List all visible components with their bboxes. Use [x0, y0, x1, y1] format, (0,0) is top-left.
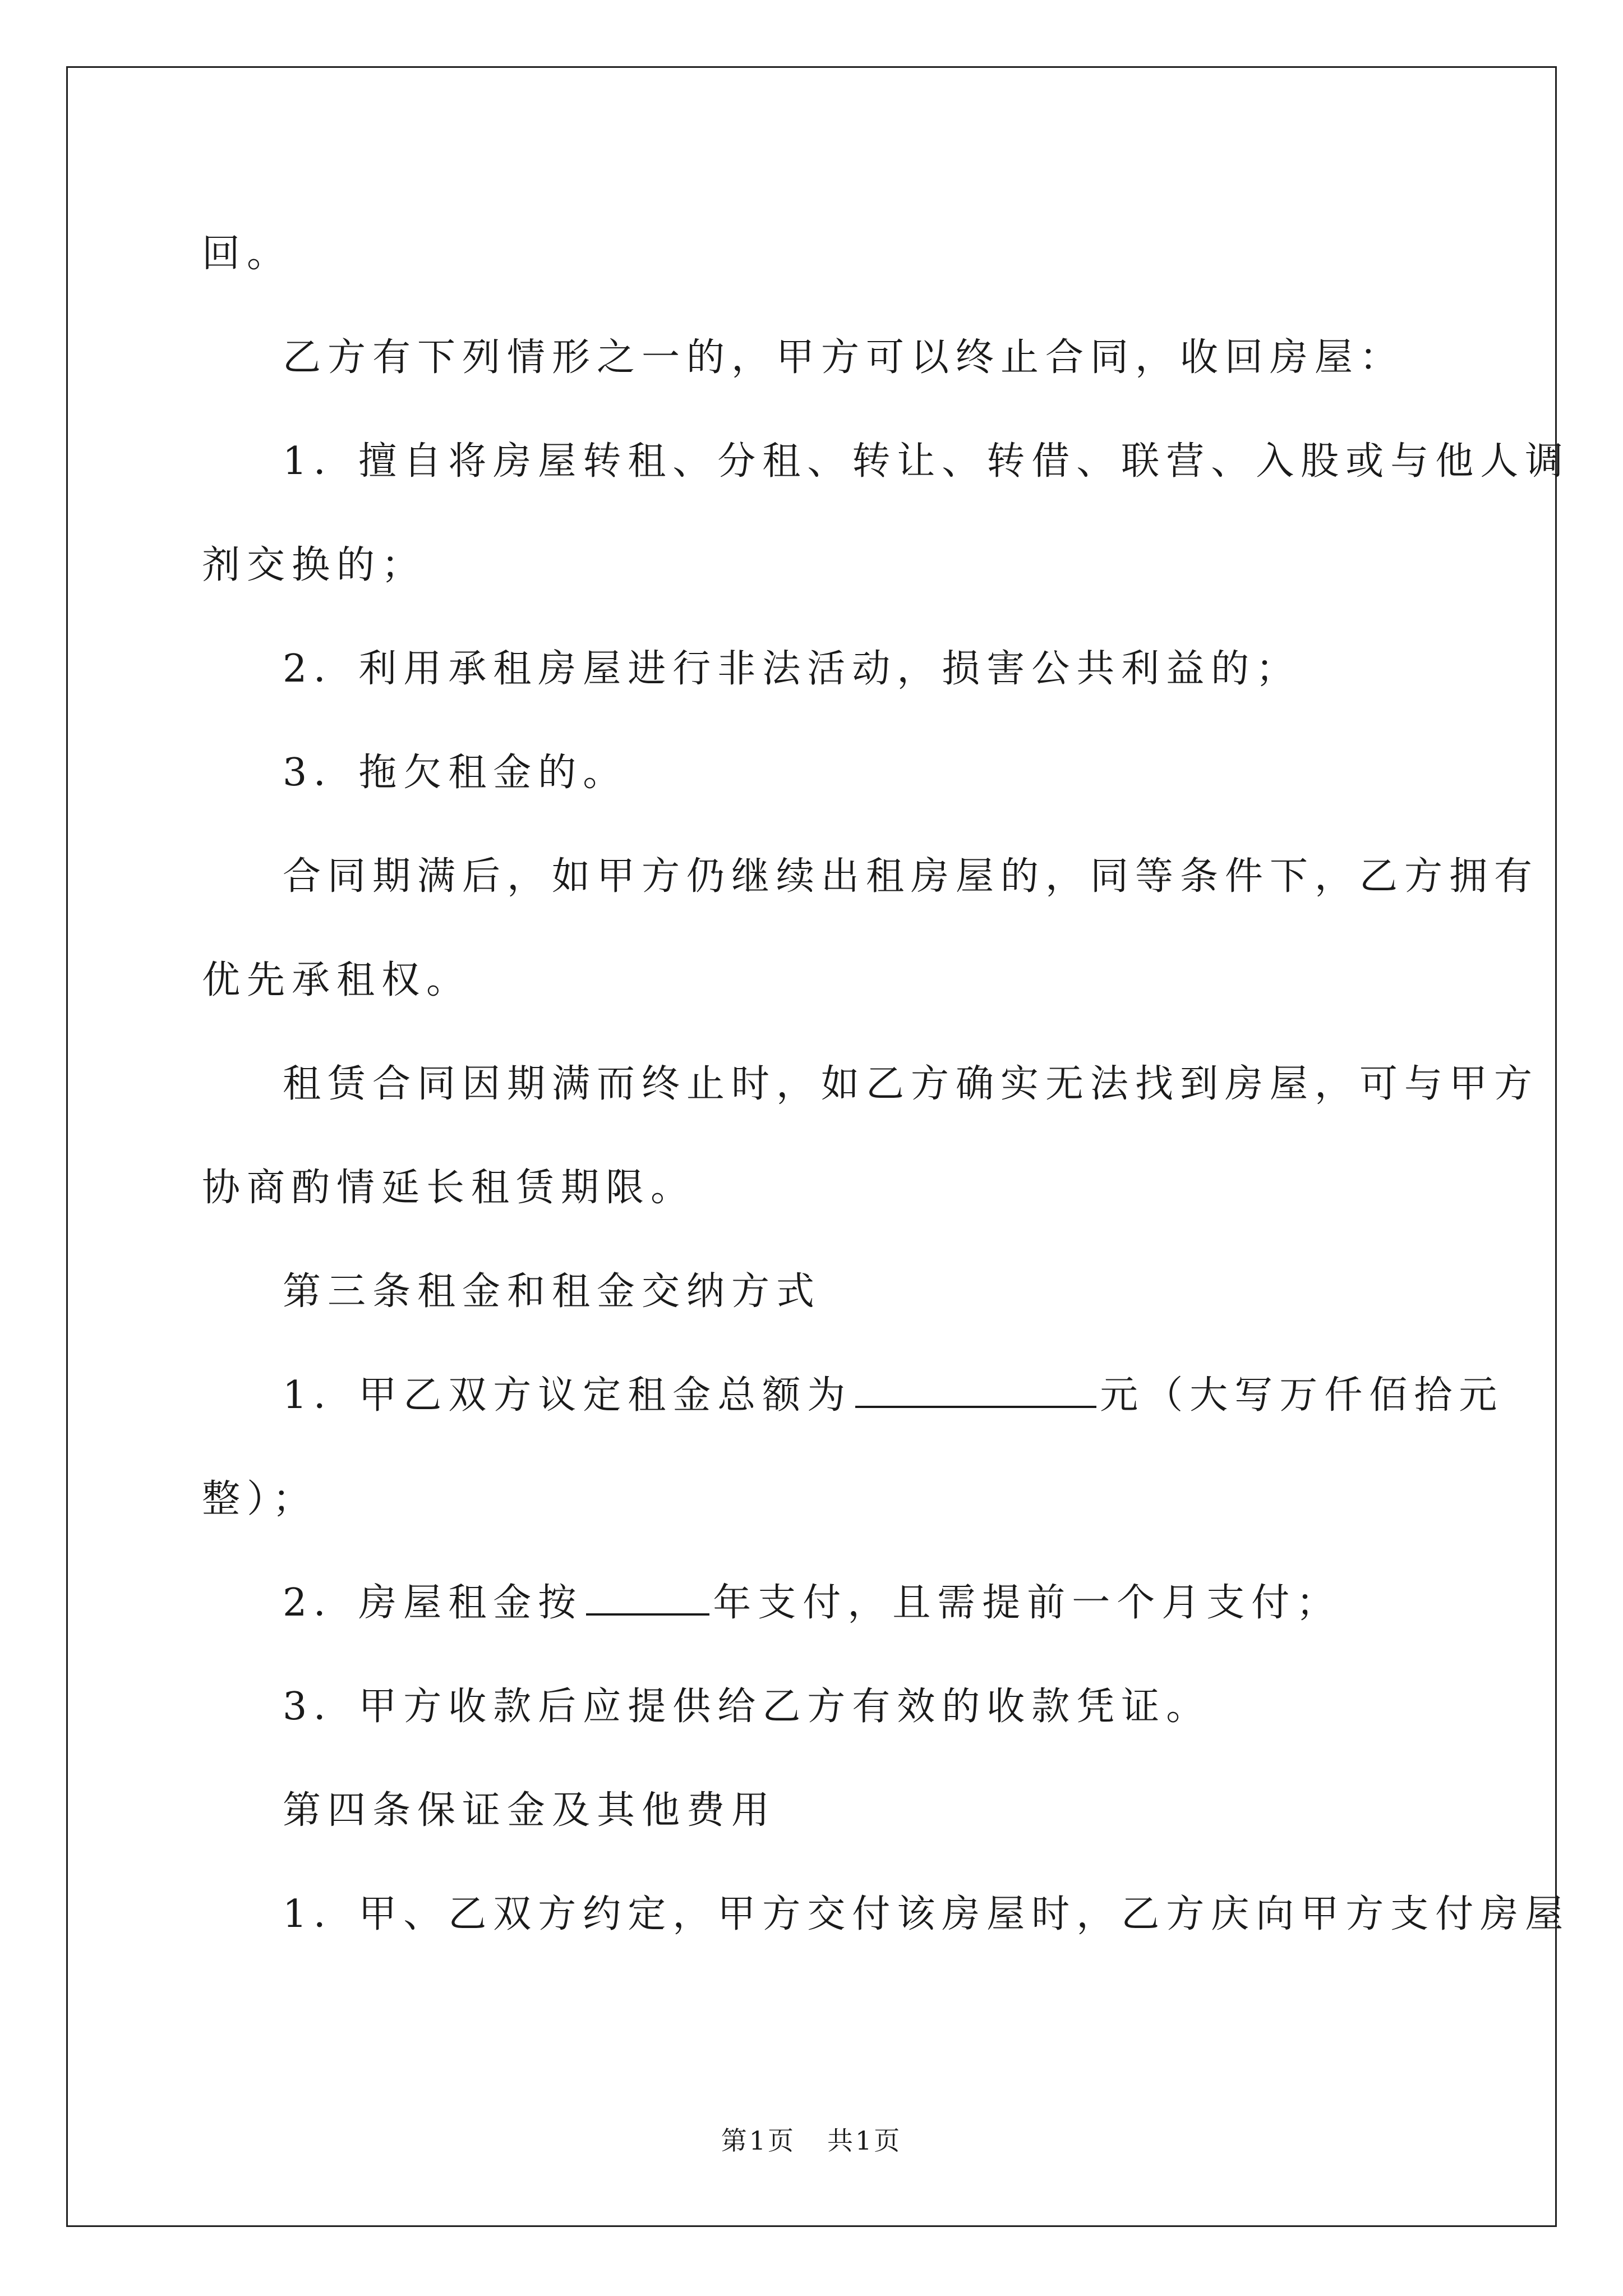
paragraph-rent-total [202, 1343, 1504, 1447]
section-heading-4: 第四条保证金及其他费用 [283, 1788, 777, 1833]
paragraph-10: 协商酌情延长租赁期限。 [202, 1166, 696, 1210]
paragraph-17: 1．甲、乙双方约定，甲方交付该房屋时，乙方庆向甲方支付房屋 [283, 1892, 1570, 1936]
paragraph-9: 租赁合同因期满而终止时，如乙方确实无法找到房屋，可与甲方 [283, 1062, 1539, 1106]
paragraph-7: 合同期满后，如甲方仍继续出租房屋的，同等条件下，乙方拥有 [283, 854, 1539, 899]
rent-total-suffix: 元（大写万仟佰拾元 [1100, 1373, 1504, 1418]
page-number: 第1页 [721, 2125, 796, 2156]
paragraph-4: 剂交换的； [202, 543, 427, 587]
rent-total-prefix: 1．甲乙双方议定租金总额为 [283, 1373, 852, 1418]
paragraph-5: 2．利用承租房屋进行非法活动，损害公共利益的； [283, 647, 1301, 691]
paragraph-8: 优先承租权。 [202, 958, 472, 1002]
paragraph-3: 1．擅自将房屋转租、分租、转让、转借、联营、入股或与他人调 [283, 439, 1570, 484]
document-body [202, 202, 1570, 1966]
paragraph-2: 乙方有下列情形之一的，甲方可以终止合同，收回房屋： [283, 335, 1405, 380]
paragraph-15: 3．甲方收款后应提供给乙方有效的收款凭证。 [283, 1685, 1211, 1729]
paragraph-1: 回。 [202, 232, 292, 276]
rent-total-blank [855, 1373, 1096, 1408]
page-footer [0, 2120, 1623, 2157]
paragraph-13: 整）； [202, 1477, 318, 1521]
payment-period-blank [586, 1581, 709, 1616]
section-heading-3: 第三条租金和租金交纳方式 [283, 1269, 822, 1314]
paragraph-6: 3．拖欠租金的。 [283, 751, 628, 795]
payment-period-prefix: 2．房屋租金按 [283, 1581, 583, 1625]
paragraph-payment-period [202, 1551, 1436, 1655]
page-total: 共1页 [827, 2125, 902, 2156]
payment-period-suffix: 年支付，且需提前一个月支付； [713, 1581, 1341, 1625]
